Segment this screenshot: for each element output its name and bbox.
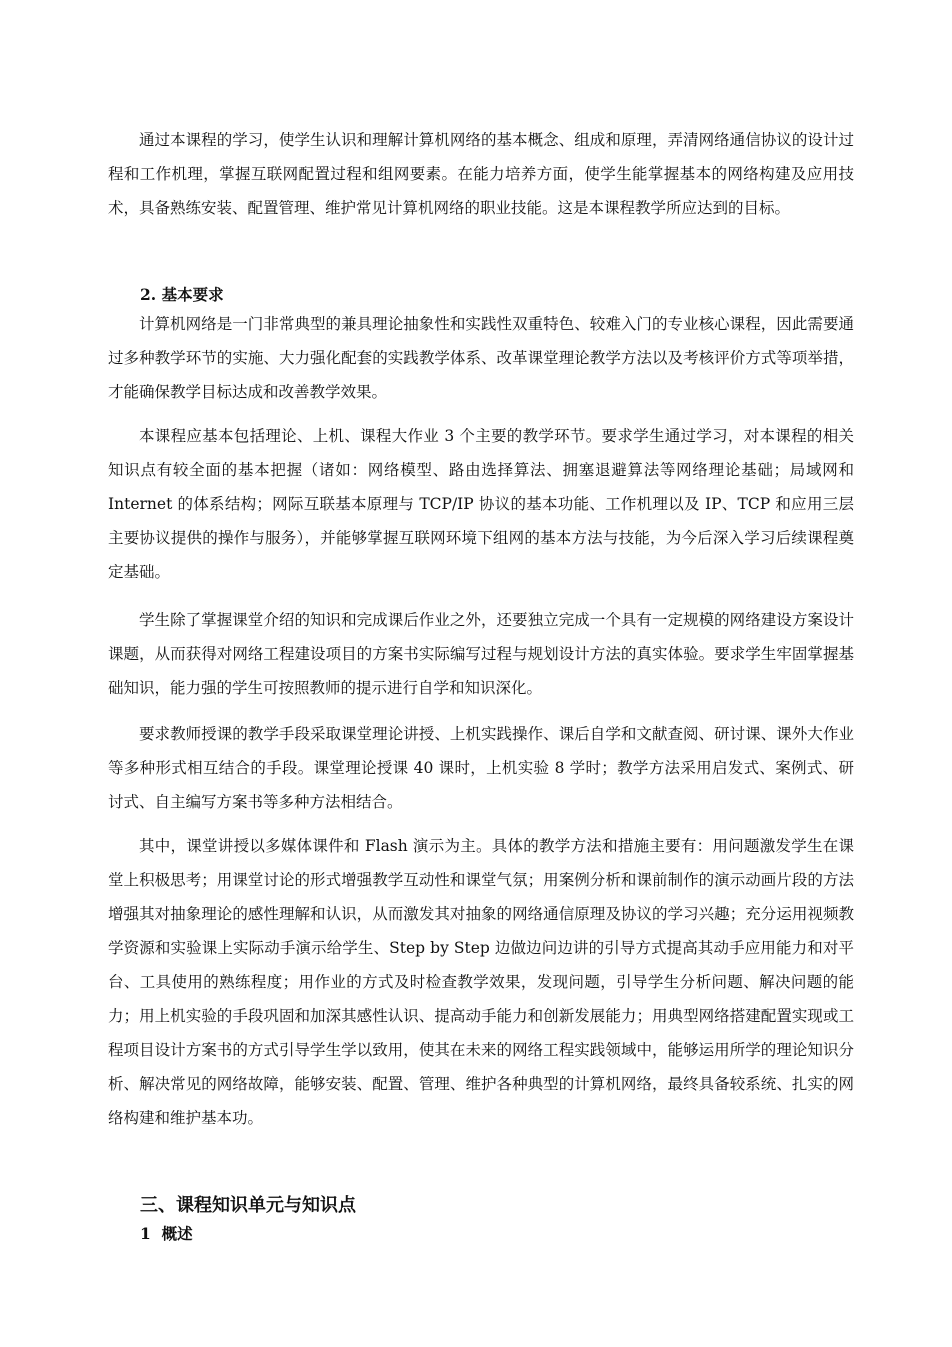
heading-basic-requirements: 2. 基本要求 bbox=[140, 285, 224, 304]
paragraph-course-objectives: 通过本课程的学习，使学生认识和理解计算机网络的基本概念、组成和原理，弄清网络通信协议的设计过程和工作机理，掌握互联网配置过程和组网要素。在能力培养方面，使学生能掌握基本的网络构建及应用技术，具备熟练安装、配置管理、维护常见计算机网络的职业技能。这是本课程教学所应达到的目标。 bbox=[108, 131, 854, 217]
heading-knowledge-units: 三、课程知识单元与知识点 bbox=[140, 1195, 356, 1216]
heading-overview: 1 概述 bbox=[140, 1224, 193, 1243]
paragraph-student-project: 学生除了掌握课堂介绍的知识和完成课后作业之外，还要独立完成一个具有一定规模的网络建设方案设计课题，从而获得对网络工程建设项目的方案书实际编写过程与规划设计方法的真实体验。要求学生牢固掌握基础知识，能力强的学生可按照教师的提示进行自学和知识深化。 bbox=[108, 611, 854, 697]
paragraph-teaching-methods: 要求教师授课的教学手段采取课堂理论讲授、上机实践操作、课后自学和文献查阅、研讨课、课外大作业等多种形式相互结合的手段。课堂理论授课 40 课时，上机实验 8 学时；教学方法采用启发式、案例式、研讨式、自主编写方案书等多种方法相结合。 bbox=[108, 725, 854, 811]
paragraph-course-nature: 计算机网络是一门非常典型的兼具理论抽象性和实践性双重特色、较难入门的专业核心课程，因此需要通过多种教学环节的实施、大力强化配套的实践教学体系、改革课堂理论教学方法以及考核评价方式等项举措，才能确保教学目标达成和改善教学效果。 bbox=[108, 315, 854, 401]
paragraph-teaching-components: 本课程应基本包括理论、上机、课程大作业 3 个主要的教学环节。要求学生通过学习，对本课程的相关知识点有较全面的基本把握（诸如：网络模型、路由选择算法、拥塞退避算法等网络理论基础；局域网和 Internet 的体系结构；网际互联基本原理与 TCP/IP 协议的基本功能、工作机理以及 IP、TCP 和应用三层主要协议提供的操作与服务），并能够掌握互联网环境下组网的基本方法与技能，为今后深入学习后续课程奠定基础。 bbox=[108, 427, 854, 581]
paragraph-teaching-measures: 其中，课堂讲授以多媒体课件和 Flash 演示为主。具体的教学方法和措施主要有：用问题激发学生在课堂上积极思考；用课堂讨论的形式增强教学互动性和课堂气氛；用案例分析和课前制作的演示动画片段的方法增强其对抽象理论的感性理解和认识，从而激发其对抽象的网络通信原理及协议的学习兴趣；充分运用视频教学资源和实验课上实际动手演示给学生、Step by Step 边做边问边讲的引导方式提高其动手应用能力和对平台、工具使用的熟练程度；用作业的方式及时检查教学效果，发现问题，引导学生分析问题、解决问题的能力；用上机实验的手段巩固和加深其感性认识、提高动手能力和创新发展能力；用典型网络搭建配置实现或工程项目设计方案书的方式引导学生学以致用，使其在未来的网络工程实践领域中，能够运用所学的理论知识分析、解决常见的网络故障，能够安装、配置、管理、维护各种典型的计算机网络，最终具备较系统、扎实的网络构建和维护基本功。 bbox=[108, 837, 854, 1127]
